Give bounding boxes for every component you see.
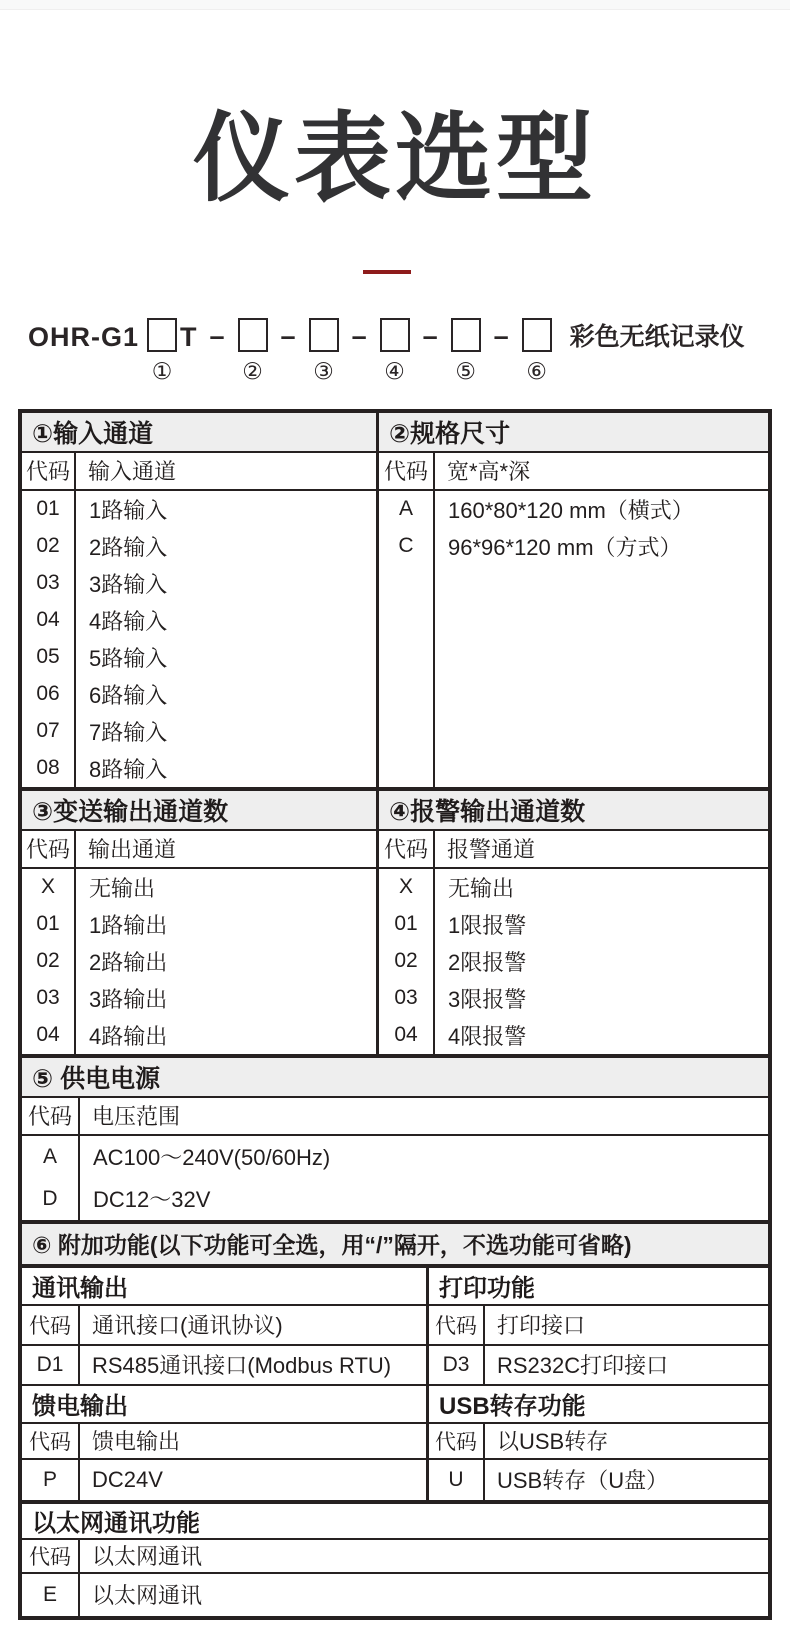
col-header-desc: 输入通道 xyxy=(88,459,177,485)
code-column xyxy=(22,869,76,1054)
cell-desc: USB转存（U盘） xyxy=(497,1468,669,1494)
model-box-wrap-3 xyxy=(309,318,339,383)
cell-code: P xyxy=(22,1460,80,1500)
col-header-code: 代码 xyxy=(22,1424,80,1458)
position-label-6: ⑥ xyxy=(526,357,547,384)
col-header-desc: 馈电输出 xyxy=(92,1429,181,1455)
section-dimensions xyxy=(379,413,768,787)
cell-desc: 160*80*120 mm（横式） xyxy=(448,497,694,523)
model-separator: – xyxy=(422,320,438,351)
cell-code: 03 xyxy=(394,986,418,1010)
page-top-strip xyxy=(0,0,790,10)
table-body xyxy=(379,869,768,1054)
col-header-code: 代码 xyxy=(22,453,76,489)
position-label-2: ② xyxy=(242,357,263,384)
subsection-header: USB转存功能 xyxy=(429,1386,768,1424)
model-separator: – xyxy=(280,320,296,351)
model-separator: – xyxy=(351,320,367,351)
table-row xyxy=(429,1306,768,1346)
cell-code: A xyxy=(398,497,413,521)
section-header: ③变送输出通道数 xyxy=(22,791,376,831)
table-row xyxy=(429,1424,768,1460)
code-column xyxy=(379,491,435,787)
col-header-code: 代码 xyxy=(22,831,76,867)
subsection-header: 馈电输出 xyxy=(22,1386,426,1424)
section-additional-header xyxy=(22,1220,768,1264)
cell-code: U xyxy=(429,1460,485,1500)
cell-code: D3 xyxy=(429,1346,485,1384)
table-body xyxy=(22,1136,768,1220)
desc-column xyxy=(76,491,376,787)
model-box-wrap-1 xyxy=(147,318,177,383)
model-box-wrap-2 xyxy=(238,318,268,383)
cell-desc: DC12～32V xyxy=(93,1187,211,1213)
cell-code: 05 xyxy=(36,645,60,669)
table-row xyxy=(22,1306,426,1346)
model-code-box-4 xyxy=(380,318,410,352)
subsection-left xyxy=(22,1268,429,1500)
col-header-code: 代码 xyxy=(22,1098,80,1134)
section-header: ⑤ 供电电源 xyxy=(22,1058,768,1098)
section-ethernet xyxy=(22,1500,768,1616)
cell-desc: 8路输入 xyxy=(89,756,168,782)
position-label-4: ④ xyxy=(384,357,405,384)
cell-code: 04 xyxy=(394,1023,418,1047)
cell-desc: 2路输入 xyxy=(89,534,168,560)
cell-code: 01 xyxy=(36,497,60,521)
desc-column xyxy=(76,869,376,1054)
col-header-code: 代码 xyxy=(379,831,435,867)
product-name: 彩色无纸记录仪 xyxy=(569,322,745,351)
cell-desc: 4路输出 xyxy=(89,1023,168,1049)
cell-desc: 2路输出 xyxy=(89,949,168,975)
cell-desc: 3限报警 xyxy=(448,986,527,1012)
cell-desc: RS485通讯接口(Modbus RTU) xyxy=(92,1353,392,1379)
subsection-header: 通讯输出 xyxy=(22,1268,426,1306)
table-row xyxy=(22,1574,768,1616)
table-body xyxy=(22,869,376,1054)
col-header-desc: 通讯接口(通讯协议) xyxy=(92,1313,283,1339)
cell-code: 04 xyxy=(36,608,60,632)
cell-desc: 96*96*120 mm（方式） xyxy=(448,534,682,560)
table-row xyxy=(22,1460,426,1500)
col-header-desc: 电压范围 xyxy=(92,1104,181,1130)
model-code-box-2 xyxy=(238,318,268,352)
col-header-desc: 打印接口 xyxy=(497,1313,586,1339)
cell-code: 02 xyxy=(36,949,60,973)
section-alarm-output xyxy=(379,791,768,1054)
table-row xyxy=(22,1540,768,1574)
cell-code: 03 xyxy=(36,571,60,595)
cell-code: 04 xyxy=(36,1023,60,1047)
cell-code: X xyxy=(40,875,55,899)
col-header-desc: 以USB转存 xyxy=(497,1429,609,1455)
cell-code: C xyxy=(398,534,414,558)
model-code-line xyxy=(28,318,790,383)
cell-code: E xyxy=(22,1574,80,1616)
model-box-wrap-4 xyxy=(380,318,410,383)
cell-desc: 5路输入 xyxy=(89,645,168,671)
position-label-3: ③ xyxy=(313,357,334,384)
model-box-wrap-6 xyxy=(522,318,552,383)
cell-code: D xyxy=(42,1186,58,1210)
subsection-right xyxy=(429,1268,768,1500)
section-transmit-output xyxy=(22,791,379,1054)
band-additional-options xyxy=(22,1264,768,1500)
model-separator: – xyxy=(493,320,509,351)
table-row xyxy=(22,1346,426,1386)
cell-code: 08 xyxy=(36,756,60,780)
cell-desc: 无输出 xyxy=(448,875,515,901)
cell-code: A xyxy=(42,1144,57,1168)
desc-column xyxy=(435,869,768,1054)
table-row xyxy=(22,1424,426,1460)
table-row xyxy=(429,1460,768,1500)
position-label-1: ① xyxy=(151,357,173,384)
model-code-box-6 xyxy=(522,318,552,352)
desc-column xyxy=(435,491,768,787)
cell-desc: 3路输入 xyxy=(89,571,168,597)
section-header: ②规格尺寸 xyxy=(379,413,768,453)
cell-code: 02 xyxy=(394,949,418,973)
cell-desc: 1限报警 xyxy=(448,912,527,938)
table-row xyxy=(429,1346,768,1386)
cell-code: X xyxy=(398,875,413,899)
cell-desc: AC100～240V(50/60Hz) xyxy=(93,1145,331,1171)
col-header-desc: 以太网通讯 xyxy=(92,1544,203,1570)
cell-code: 01 xyxy=(36,912,60,936)
cell-code: 03 xyxy=(36,986,60,1010)
model-box-wrap-5 xyxy=(451,318,481,383)
model-t-suffix: T xyxy=(180,321,197,352)
model-prefix: OHR-G1 xyxy=(28,321,140,352)
cell-desc: 2限报警 xyxy=(448,949,527,975)
cell-desc: 3路输出 xyxy=(89,986,168,1012)
model-code-box-5 xyxy=(451,318,481,352)
table-subheader xyxy=(379,453,768,491)
cell-desc: 4路输入 xyxy=(89,608,168,634)
cell-desc: 6路输入 xyxy=(89,682,168,708)
col-header-desc: 输出通道 xyxy=(88,837,177,863)
cell-desc: 4限报警 xyxy=(448,1023,527,1049)
cell-code: D1 xyxy=(22,1346,80,1384)
col-header-code: 代码 xyxy=(379,453,435,489)
table-subheader xyxy=(379,831,768,869)
col-header-desc: 报警通道 xyxy=(447,837,536,863)
model-code-box-1 xyxy=(147,318,177,352)
cell-desc: 无输出 xyxy=(89,875,156,901)
desc-column xyxy=(80,1136,768,1220)
table-body xyxy=(379,491,768,787)
table-subheader xyxy=(22,831,376,869)
subsection-header: 打印功能 xyxy=(429,1268,768,1306)
col-header-code: 代码 xyxy=(429,1424,485,1458)
section-header: ①输入通道 xyxy=(22,413,376,453)
band-input-dimensions xyxy=(22,413,768,787)
col-header-code: 代码 xyxy=(429,1306,485,1344)
selection-table xyxy=(18,409,772,1620)
section-power-supply xyxy=(22,1054,768,1220)
band-transmit-alarm xyxy=(22,787,768,1054)
cell-code: 06 xyxy=(36,682,60,706)
col-header-desc: 宽*高*深 xyxy=(447,459,531,485)
cell-desc: 1路输入 xyxy=(89,497,168,523)
code-column xyxy=(379,869,435,1054)
section-input-channels xyxy=(22,413,379,787)
section-header: ⑥ 附加功能(以下功能可全选，用“/”隔开，不选功能可省略) xyxy=(22,1224,768,1264)
cell-code: 01 xyxy=(394,912,418,936)
cell-desc: RS232C打印接口 xyxy=(497,1353,669,1379)
section-header: ④报警输出通道数 xyxy=(379,791,768,831)
cell-desc: 1路输出 xyxy=(89,912,168,938)
cell-desc: DC24V xyxy=(92,1466,163,1492)
cell-desc: 7路输入 xyxy=(89,719,168,745)
code-column xyxy=(22,491,76,787)
col-header-code: 代码 xyxy=(22,1540,80,1572)
position-label-5: ⑤ xyxy=(455,357,476,384)
subsection-header: 以太网通讯功能 xyxy=(22,1504,768,1540)
cell-desc: 以太网通讯 xyxy=(92,1583,203,1609)
code-column xyxy=(22,1136,80,1220)
table-subheader xyxy=(22,1098,768,1136)
col-header-code: 代码 xyxy=(22,1306,80,1344)
model-code-box-3 xyxy=(309,318,339,352)
page-title: 仪表选型 xyxy=(193,104,597,213)
title-underline xyxy=(363,270,411,274)
cell-code: 02 xyxy=(36,534,60,558)
cell-code: 07 xyxy=(36,719,60,743)
model-separator: – xyxy=(209,320,225,351)
table-body xyxy=(22,491,376,787)
table-subheader xyxy=(22,453,376,491)
